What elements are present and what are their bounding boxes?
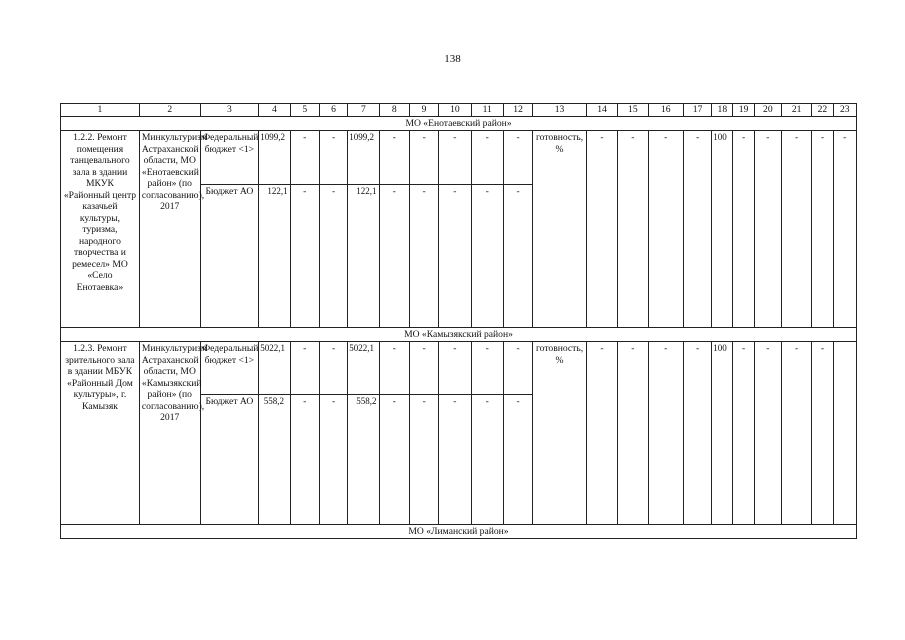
funding-source: Бюджет АО: [200, 395, 259, 525]
header-cell: 18: [712, 104, 733, 117]
dash: -: [439, 395, 471, 525]
dash: -: [733, 131, 754, 328]
header-cell: 1: [61, 104, 140, 117]
dash: -: [586, 342, 617, 525]
indicator-value: 100: [712, 131, 733, 328]
dash: -: [471, 185, 503, 328]
header-cell: 11: [471, 104, 503, 117]
dash: -: [439, 342, 471, 395]
value-col7: 558,2: [348, 395, 379, 525]
dash: -: [586, 131, 617, 328]
region-row: [61, 117, 857, 131]
dash: -: [379, 395, 409, 525]
value-col7: 122,1: [348, 185, 379, 328]
header-cell: 13: [533, 104, 587, 117]
dash: -: [812, 342, 833, 525]
dash: -: [503, 342, 532, 395]
dash: -: [439, 131, 471, 185]
header-cell: 14: [586, 104, 617, 117]
dash: -: [379, 342, 409, 395]
empty-cell: [833, 342, 856, 525]
header-cell: 4: [259, 104, 290, 117]
dash: -: [754, 342, 781, 525]
funding-source: Федеральный бюджет <1>: [200, 342, 259, 395]
dash: -: [683, 342, 711, 525]
funding-source: Федеральный бюджет <1>: [200, 131, 259, 185]
header-cell: 19: [733, 104, 754, 117]
program-table: [60, 103, 857, 539]
value-col4: 122,1: [259, 185, 290, 328]
page-number: 138: [444, 53, 461, 65]
value-col7: 1099,2: [348, 131, 379, 185]
funding-source: Бюджет АО: [200, 185, 259, 328]
header-cell: 10: [439, 104, 471, 117]
dash: -: [409, 185, 438, 328]
table-row: [61, 131, 857, 185]
dash: -: [733, 342, 754, 525]
dash: -: [618, 342, 648, 525]
dash: -: [290, 185, 319, 328]
header-cell: 9: [409, 104, 438, 117]
dash: -: [319, 131, 347, 185]
dash: -: [409, 395, 438, 525]
region-row: [61, 328, 857, 342]
dash: -: [439, 185, 471, 328]
header-cell: 7: [348, 104, 379, 117]
indicator-value: 100: [712, 342, 733, 525]
value-col4: 558,2: [259, 395, 290, 525]
header-cell: 6: [319, 104, 347, 117]
value-col4: 5022,1: [259, 342, 290, 395]
table-row: [61, 342, 857, 395]
dash: -: [833, 131, 856, 328]
dash: -: [648, 131, 683, 328]
header-cell: 12: [503, 104, 532, 117]
region-title: МО «Камызякский район»: [61, 328, 857, 342]
dash: -: [618, 131, 648, 328]
measure-name: 1.2.2. Ремонт помещения танцевального зала в здании МКУК «Районный центр казачьей культуры, туризма, народного творчества и ремесел» МО «Село Енотаевка»: [61, 131, 140, 328]
header-cell: 16: [648, 104, 683, 117]
header-cell: 8: [379, 104, 409, 117]
header-cell: 22: [812, 104, 833, 117]
dash: -: [683, 131, 711, 328]
dash: -: [290, 342, 319, 395]
dash: -: [379, 185, 409, 328]
dash: -: [319, 185, 347, 328]
value-col7: 5022,1: [348, 342, 379, 395]
dash: -: [471, 395, 503, 525]
region-title: МО «Енотаевский район»: [61, 117, 857, 131]
dash: -: [290, 131, 319, 185]
region-row: [61, 525, 857, 539]
dash: -: [754, 131, 781, 328]
executor: Минкультуризм Астраханской области, МО «Камызякский район» (по согласованию), 2017: [139, 342, 200, 525]
dash: -: [781, 342, 811, 525]
dash: -: [409, 131, 438, 185]
dash: -: [648, 342, 683, 525]
measure-name: 1.2.3. Ремонт зрительного зала в здании МБУК «Районный Дом культуры», г. Камызяк: [61, 342, 140, 525]
header-cell: 2: [139, 104, 200, 117]
dash: -: [379, 131, 409, 185]
dash: -: [503, 395, 532, 525]
dash: -: [319, 342, 347, 395]
dash: -: [409, 342, 438, 395]
executor: Минкультуризм Астраханской области, МО «Енотаевский район» (по согласованию), 2017: [139, 131, 200, 328]
dash: -: [781, 131, 811, 328]
region-title: МО «Лиманский район»: [61, 525, 857, 539]
dash: -: [319, 395, 347, 525]
dash: -: [471, 131, 503, 185]
header-cell: 5: [290, 104, 319, 117]
header-cell: 21: [781, 104, 811, 117]
dash: -: [503, 185, 532, 328]
dash: -: [812, 131, 833, 328]
header-cell: 3: [200, 104, 259, 117]
dash: -: [290, 395, 319, 525]
header-cell: 17: [683, 104, 711, 117]
dash: -: [503, 131, 532, 185]
header-cell: 20: [754, 104, 781, 117]
indicator: готовность, %: [533, 342, 587, 525]
header-cell: 15: [618, 104, 648, 117]
header-cell: 23: [833, 104, 856, 117]
header-row: [61, 104, 857, 117]
value-col4: 1099,2: [259, 131, 290, 185]
dash: -: [471, 342, 503, 395]
indicator: готовность, %: [533, 131, 587, 328]
